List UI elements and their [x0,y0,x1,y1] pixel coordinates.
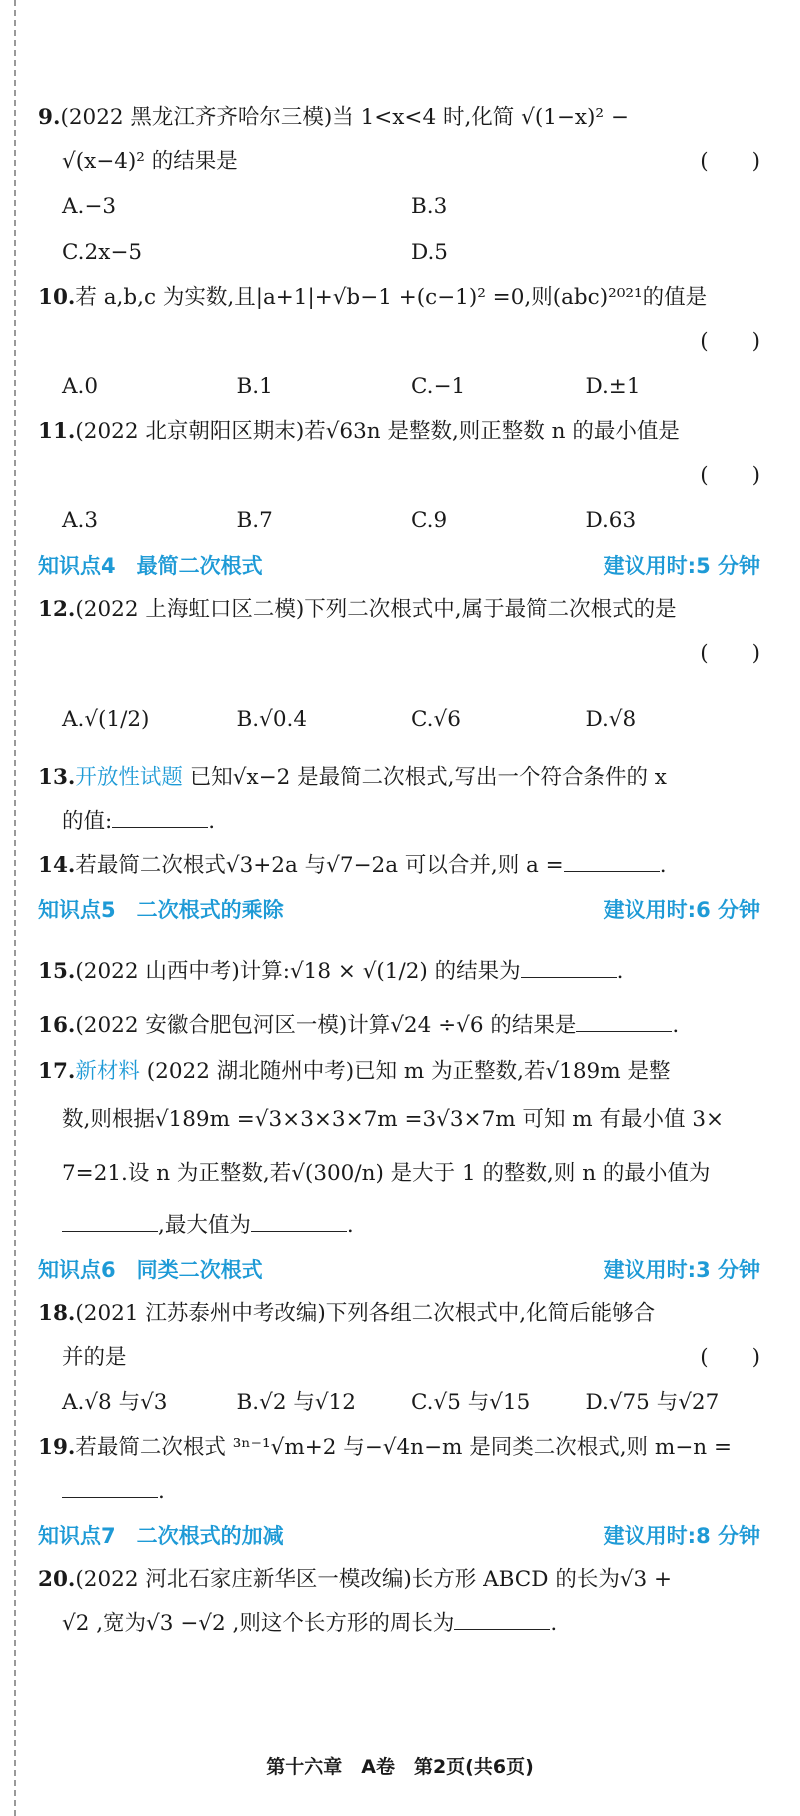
option-b[interactable]: B.3 [411,194,448,219]
question-text: (2022 黑龙江齐齐哈尔三模)当 1<x<4 时,化简 √(1−x)² − [60,105,629,130]
end-punct: . [659,853,667,878]
option-c[interactable]: C.2x−5 [62,240,143,265]
section-title: 知识点5 二次根式的乘除 [38,898,284,922]
option-d[interactable]: D.√8 [585,707,637,732]
question-number: 16. [38,1013,76,1038]
question-text: 并的是 [62,1345,127,1370]
answer-blank-max[interactable] [251,1211,347,1232]
answer-paren[interactable]: ( ) [700,1345,760,1370]
question-17-line2 [38,1096,760,1144]
question-number: 10. [38,285,76,310]
answer-paren[interactable]: ( ) [700,641,760,666]
option-c[interactable]: C.√6 [411,707,461,732]
option-c[interactable]: C.√5 与√15 [411,1390,531,1415]
suggested-time: 建议用时:5 分钟 [603,554,760,578]
question-9-line2 [38,140,760,184]
question-9 [38,96,760,140]
question-text: 若最简二次根式 ³ⁿ⁻¹√m+2 与−√4n−m 是同类二次根式,则 m−n = [75,1435,732,1460]
question-tag: 开放性试题 [75,765,183,790]
question-text: 7=21.设 n 为正整数,若√(300/n) 是大于 1 的整数,则 n 的最小值为 [62,1161,711,1186]
option-b[interactable]: B.√2 与√12 [236,1390,356,1415]
answer-blank-min[interactable] [62,1211,158,1232]
end-punct: . [208,809,216,834]
worksheet-page [38,96,760,1646]
answer-paren[interactable]: ( ) [700,329,760,354]
end-punct: . [158,1479,165,1504]
option-b[interactable]: B.1 [236,374,273,399]
question-12-paren-line [38,632,760,676]
option-d[interactable]: D.√75 与√27 [585,1390,720,1415]
question-tag: 新材料 [75,1059,140,1084]
question-9-options-row1 [38,184,760,230]
question-19-line2 [38,1470,760,1514]
question-text: ,最大值为 [158,1213,251,1238]
answer-blank[interactable] [454,1609,550,1630]
page-footer: 第十六章 A卷 第2页(共6页) [266,1756,534,1778]
question-14 [38,844,760,888]
question-12-options [38,690,760,750]
question-number: 12. [38,597,76,622]
question-10-options [38,364,760,410]
question-number: 18. [38,1301,76,1326]
question-20-line2 [38,1602,760,1646]
question-15 [38,946,760,998]
question-11-paren-line [38,454,760,498]
question-text: (2021 江苏泰州中考改编)下列各组二次根式中,化简后能够合 [75,1301,656,1326]
question-text: 若 a,b,c 为实数,且|a+1|+√b−1 +(c−1)² =0,则(abc)²⁰²¹的值是 [75,285,708,310]
answer-blank[interactable] [564,851,660,872]
question-11 [38,410,760,454]
question-17-line4 [38,1204,760,1248]
section-title: 知识点7 二次根式的加减 [38,1524,284,1548]
question-text: 已知√x−2 是最简二次根式,写出一个符合条件的 x [189,765,667,790]
question-13-line2 [38,800,760,844]
end-punct: . [672,1013,680,1038]
question-number: 20. [38,1567,76,1592]
question-18 [38,1292,760,1336]
question-text: √2 ,宽为√3 −√2 ,则这个长方形的周长为 [62,1611,455,1636]
option-c[interactable]: C.9 [411,508,448,533]
option-d[interactable]: D.5 [411,240,448,265]
option-c[interactable]: C.−1 [411,374,466,399]
question-number: 11. [38,419,76,444]
section-header-5 [38,888,760,932]
suggested-time: 建议用时:3 分钟 [603,1258,760,1282]
section-header-4 [38,544,760,588]
question-number: 15. [38,959,76,984]
option-a[interactable]: A.−3 [62,194,117,219]
question-text: (2022 北京朝阳区期末)若√63n 是整数,则正整数 n 的最小值是 [75,419,680,444]
question-12 [38,588,760,632]
question-text: (2022 河北石家庄新华区一模改编)长方形 ABCD 的长为√3 + [75,1567,673,1592]
section-title: 知识点4 最简二次根式 [38,554,263,578]
question-10-paren-line [38,320,760,364]
question-9-options-row2 [38,230,760,276]
question-text: (2022 安徽合肥包河区一模)计算√24 ÷√6 的结果是 [75,1013,577,1038]
section-header-6 [38,1248,760,1292]
option-a[interactable]: A.0 [62,374,99,399]
answer-blank[interactable] [112,807,208,828]
section-title: 知识点6 同类二次根式 [38,1258,263,1282]
question-text: √(x−4)² 的结果是 [62,149,238,174]
question-number: 13. [38,765,76,790]
question-number: 9. [38,105,61,130]
question-number: 14. [38,853,76,878]
end-punct: . [346,1213,354,1238]
question-number: 19. [38,1435,76,1460]
option-b[interactable]: B.√0.4 [236,707,308,732]
option-a[interactable]: A.√(1/2) [62,707,150,732]
question-text: 若最简二次根式√3+2a 与√7−2a 可以合并,则 a = [75,853,564,878]
question-13 [38,756,760,800]
answer-blank[interactable] [521,957,617,978]
question-18-line2 [38,1336,760,1380]
option-a[interactable]: A.√8 与√3 [62,1390,168,1415]
question-17 [38,1048,760,1096]
question-16 [38,1004,760,1048]
suggested-time: 建议用时:6 分钟 [603,898,760,922]
question-text: (2022 湖北随州中考)已知 m 为正整数,若√189m 是整 [146,1059,671,1084]
question-17-line3 [38,1144,760,1204]
question-text: 数,则根据√189m =√3×3×3×7m =3√3×7m 可知 m 有最小值 3× [62,1107,725,1132]
question-number: 17. [38,1059,76,1084]
question-text: (2022 上海虹口区二模)下列二次根式中,属于最简二次根式的是 [75,597,677,622]
question-20 [38,1558,760,1602]
question-10 [38,276,760,320]
option-d[interactable]: D.±1 [585,374,641,399]
end-punct: . [550,1611,558,1636]
section-header-7 [38,1514,760,1558]
binding-margin-line [14,0,16,1816]
answer-paren[interactable]: ( ) [700,463,760,488]
question-11-options [38,498,760,544]
question-18-options [38,1380,760,1426]
question-text: (2022 山西中考)计算:√18 × √(1/2) 的结果为 [75,959,521,984]
option-a[interactable]: A.3 [62,508,99,533]
end-punct: . [616,959,624,984]
question-text: 的值: [62,809,113,834]
answer-paren[interactable]: ( ) [700,149,760,174]
answer-blank[interactable] [576,1011,672,1032]
answer-blank[interactable] [62,1477,158,1498]
option-d[interactable]: D.63 [585,508,637,533]
suggested-time: 建议用时:8 分钟 [603,1524,760,1548]
question-19 [38,1426,760,1470]
option-b[interactable]: B.7 [236,508,273,533]
